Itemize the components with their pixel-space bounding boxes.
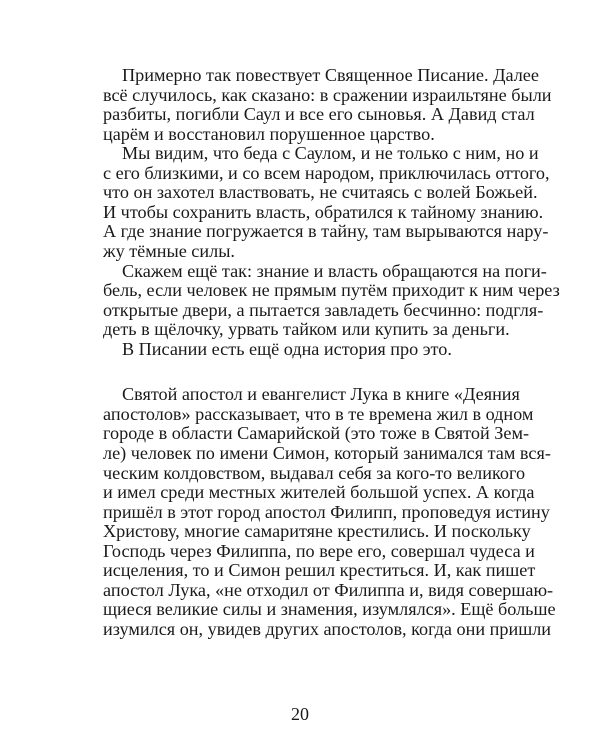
text-line: исцеления, то и Симон решил креститься. И, как пишет [103, 560, 536, 580]
text-line: Христову, многие самаритяне крестились. И поскольку [103, 521, 531, 541]
text-line: ческим колдовством, выдавал себя за кого-то великого [103, 463, 526, 483]
text-line: царём и восстановил порушенное царство. [103, 124, 435, 144]
page-number: 20 [291, 704, 309, 724]
text-line: ле) человек по имени Симон, который занимался там вся- [103, 443, 551, 463]
text-line: что он захотел властвовать, не считаясь с волей Божьей. [103, 182, 538, 202]
text-line: пришёл в этот город апостол Филипп, проповедуя истину [103, 502, 550, 522]
text-line: апостол Лука, «не отходил от Филиппа и, видя совершаю- [103, 580, 554, 600]
text-line: открытые двери, а пытается завладеть бесчинно: подгля- [103, 300, 544, 320]
text-line: Примерно так повествует Священное Писание. Далее [122, 65, 539, 85]
text-line: городе в области Самарийской (это тоже в Святой Зем- [103, 423, 530, 443]
text-line: всё случилось, как сказано: в сражении израильтяне были [103, 85, 552, 105]
text-line: Святой апостол и евангелист Лука в книге «Деяния [122, 384, 520, 404]
text-line: А где знание погружается в тайну, там вырываются нару- [103, 221, 549, 241]
text-line: и имел среди местных жителей большой успех. А когда [103, 482, 535, 502]
text-line: с его близкими, и со всем народом, приключилась оттого, [103, 163, 550, 183]
text-line: деть в щёлочку, урвать тайком или купить за деньги. [103, 319, 510, 339]
text-line: жу тёмные силы. [103, 241, 235, 261]
text-line: И чтобы сохранить власть, обратился к тайному знанию. [103, 202, 544, 222]
text-line: Скажем ещё так: знание и власть обращаются на поги- [122, 261, 547, 281]
text-line: Господь через Филиппа, по вере его, совершал чудеса и [103, 541, 535, 561]
text-line: Мы видим, что беда с Саулом, и не только с ним, но и [122, 143, 539, 163]
text-line: щиеся великие силы и знамения, изумлялся». Ещё больше [103, 599, 556, 619]
text-line: разбиты, погибли Саул и все его сыновья. А Давид стал [103, 104, 535, 124]
text-line: изумился он, увидев других апостолов, когда они пришли [103, 619, 552, 639]
text-line: бель, если человек не прямым путём приходит к ним через [103, 280, 560, 300]
text-line: В Писании есть ещё одна история про это. [122, 339, 452, 359]
text-line: апостолов» рассказывает, что в те времена жил в одном [103, 404, 534, 424]
